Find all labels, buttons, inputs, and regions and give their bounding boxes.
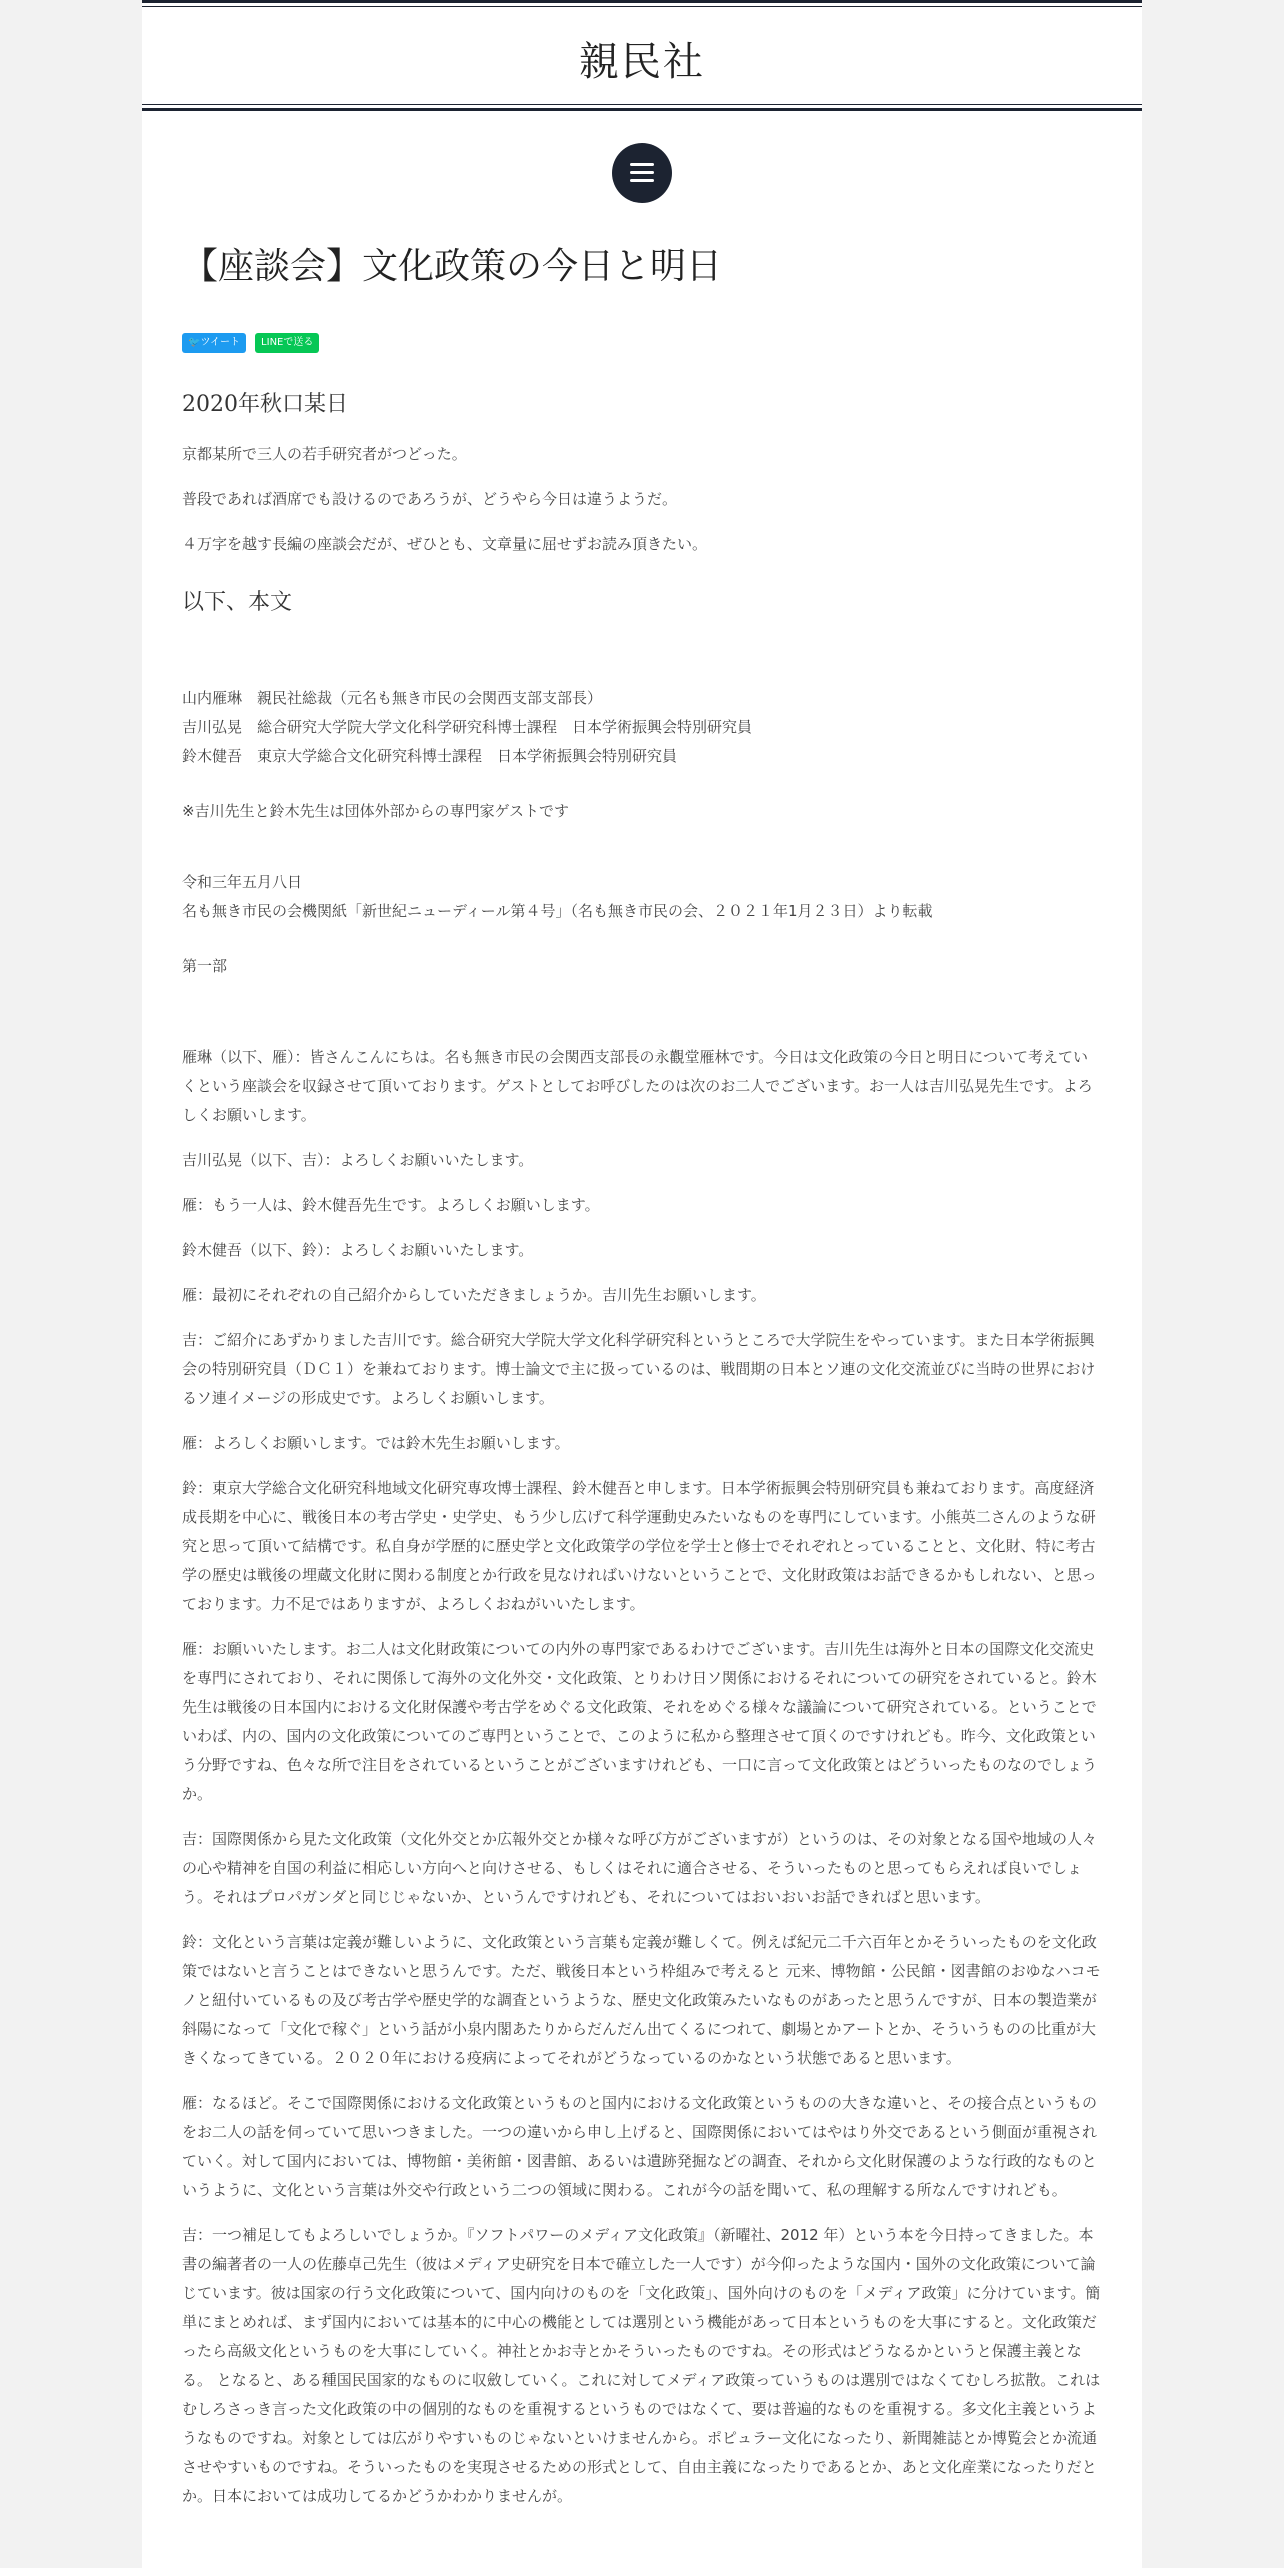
participant: 鈴木健吾 東京大学総合文化研究科博士課程 日本学術振興会特別研究員 xyxy=(182,747,678,765)
tweet-button[interactable]: 🐦ツイート xyxy=(182,333,246,353)
header-rule xyxy=(142,0,1142,3)
source-note xyxy=(182,868,1102,926)
dialogue-paragraph: 雁琳（以下、雁）：皆さんこんにちは。名も無き市民の会関西支部長の永觀堂雁林です。今日は文化政策の今日と明日について考えていくという座談会を収録させて頂いております。ゲストとしてお呼びしたのは次のお二人でございます。お一人は吉川弘晃先生です。よろしくお願いします。 xyxy=(182,1048,1093,1124)
participants-list xyxy=(182,684,1102,771)
article xyxy=(182,238,1102,2527)
page xyxy=(142,0,1142,2568)
section-heading: 以下、本文 xyxy=(182,590,293,615)
post-title: 【座談会】文化政策の今日と明日 xyxy=(182,246,723,287)
dialogue-paragraph: 雁：お願いいたします。お二人は文化財政策についての内外の専門家であるわけでございます。吉川先生は海外と日本の国際文化交流史を専門にされており、それに関係して海外の文化外交・文化政策、とりわけ日ソ関係におけるそれについての研究をされていると。鈴木先生は戦後の日本国内における文化財保護や考古学をめぐる文化政策、それをめぐる様々な議論について研究されている。ということでいわば、内の、国内の文化政策についてのご専門ということで、このように私から整理させて頂くのですけれども。昨今、文化政策という分野ですね、色々な所で注目をされているということがございますけれども、一口に言って文化政策とはどういったものなのでしょうか。 xyxy=(182,1640,1098,1803)
header-rule xyxy=(142,108,1142,111)
dialogue-paragraph: 雁：よろしくお願いします。では鈴木先生お願いします。 xyxy=(182,1434,570,1452)
intro-paragraph: 普段であれば酒席でも設けるのであろうが、どうやら今日は違うようだ。 xyxy=(182,490,678,508)
dialogue-paragraph: 吉：国際関係から見た文化政策（文化外交とか広報外交とか様々な呼び方がございますが）というのは、その対象となる国や地域の人々の心や精神を自国の利益に相応しい方向へと向けさせる、もしくはそれに適合させる、そういったものと思ってもらえれば良いでしょう。それはプロパガンダと同じじゃないか、というんですけれども、それについてはおいおいお話できればと思います。 xyxy=(182,1830,1098,1906)
guest-note: ※吉川先生と鈴木先生は団体外部からの専門家ゲストです xyxy=(182,802,569,820)
dialogue-paragraph: 雁：もう一人は、鈴木健吾先生です。よろしくお願いします。 xyxy=(182,1196,600,1214)
dialogue-paragraph: 吉川弘晃（以下、吉）：よろしくお願いいたします。 xyxy=(182,1151,534,1169)
line-share-button[interactable]: LINEで送る xyxy=(255,333,319,353)
participant: 吉川弘晃 総合研究大学院大学文化科学研究科博士課程 日本学術振興会特別研究員 xyxy=(182,718,753,736)
section-heading: 2020年秋口某日 xyxy=(182,392,348,417)
dialogue-paragraph: 雁：最初にそれぞれの自己紹介からしていただきましょうか。吉川先生お願いします。 xyxy=(182,1286,766,1304)
participant: 山内雁琳 親民社総裁（元名も無き市民の会関西支部支部長） xyxy=(182,689,603,707)
site-header xyxy=(142,0,1142,112)
dialogue-paragraph: 鈴：東京大学総合文化研究科地域文化研究専攻博士課程、鈴木健吾と申します。日本学術振興会特別研究員も兼ねております。高度経済成長期を中心に、戦後日本の考古学史・史学史、もう少し広げて科学運動史みたいなものを専門にしています。小熊英二さんのような研究と思って頂いて結構です。私自身が学歴的に歴史学と文化政策学の学位を学士と修士でそれぞれとっていることと、文化財、特に考古学の歴史は戦後の埋蔵文化財に関わる制度とか行政を見なければいけないということで、文化財政策はお話できるかもしれない、と思っております。力不足ではありますが、よろしくおねがいいたします。 xyxy=(182,1479,1097,1613)
dialogue-paragraph: 鈴木健吾（以下、鈴）：よろしくお願いいたします。 xyxy=(182,1241,534,1259)
twitter-icon: 🐦 xyxy=(188,337,201,348)
dialogue-paragraph: 吉：一つ補足してもよろしいでしょうか。『ソフトパワーのメディア文化政策』（新曜社、2012 年）という本を今日持ってきました。本書の編著者の一人の佐藤卓己先生（彼はメディア史研究を日本で確立した一人です）が今仰ったような国内・国外の文化政策について論じています。彼は国家の行う文化政策について、国内向けのものを「文化政策」、国外向けのものを「メディア政策」に分けています。簡単にまとめれば、まず国内においては基本的に中心の機能としては選別という機能があって日本というものを大事にすると。文化政策だったら高級文化というものを大事にしていく。神社とかお寺とかそういったものですね。その形式はどうなるかというと保護主義となる。 となると、ある種国民国家的なものに収斂していく。これに対してメディア政策っていうものは選別ではなくてむしろ拡散。これはむしろさっき言った文化政策の中の個別的なものを重視するというものではなくて、要は普遍的なものを重視する。多文化主義というようなものですね。対象としては広がりやすいものじゃないといけませんから。ポピュラー文化になったり、新聞雑誌とか博覧会とか流通させやすいものですね。そういったものを実現させるための形式として、自由主義になったりであるとか、あと文化産業になったりだとか。日本においては成功してるかどうかわかりませんが。 xyxy=(182,2226,1101,2505)
source-citation: 名も無き市民の会機関紙「新世紀ニューディール第４号」（名も無き市民の会、２０２１年1月２３日）より転載 xyxy=(182,902,933,920)
share-buttons xyxy=(182,333,1102,353)
intro-paragraph: 京都某所で三人の若手研究者がつどった。 xyxy=(182,445,467,463)
intro-paragraph: ４万字を越す長編の座談会だが、ぜひとも、文章量に屈せずお読み頂きたい。 xyxy=(182,535,708,553)
menu-button[interactable] xyxy=(612,143,672,203)
header-rule xyxy=(142,6,1142,7)
header-rule xyxy=(142,104,1142,105)
site-title[interactable]: 親民社 xyxy=(579,39,705,85)
dialogue-paragraph: 雁：なるほど。そこで国際関係における文化政策というものと国内における文化政策というものの大きな違いと、その接合点というものをお二人の話を伺っていて思いつきました。一つの違いから申し上げると、国際関係においてはやはり外交であるという側面が重視されていく。対して国内においては、博物館・美術館・図書館、あるいは遺跡発掘などの調査、それから文化財保護のような行政的なものというように、文化という言葉は外交や行政という二つの領域に関わる。これが今の話を聞いて、私の理解する所なんですけれども。 xyxy=(182,2094,1098,2199)
dialogue-paragraph: 鈴：文化という言葉は定義が難しいように、文化政策という言葉も定義が難しくて。例えば紀元二千六百年とかそういったものを文化政策ではないと言うことはできないと思うんです。ただ、戦後日本という枠組みで考えると 元来、博物館・公民館・図書館のおゆなハコモノと紐付いているもの及び考古学や歴史学的な調査というような、歴史文化政策みたいなものがあったと思うんですが、日本の製造業が斜陽になって「文化で稼ぐ」という話が小泉内閣あたりからだんだん出てくるにつれて、劇場とかアートとか、そういうものの比重が大きくなってきている。２０２０年における疫病によってそれがどうなっているのかなという状態であると思います。 xyxy=(182,1933,1101,2067)
dialogue-paragraph: 吉：ご紹介にあずかりました吉川です。総合研究大学院大学文化科学研究科というところで大学院生をやっています。また日本学術振興会の特別研究員（ＤＣ１）を兼ねております。博士論文で主に扱っているのは、戦間期の日本とソ連の文化交流並びに当時の世界におけるソ連イメージの形成史です。よろしくお願いします。 xyxy=(182,1331,1096,1407)
part-label: 第一部 xyxy=(182,957,228,975)
date: 令和三年五月八日 xyxy=(182,873,303,891)
